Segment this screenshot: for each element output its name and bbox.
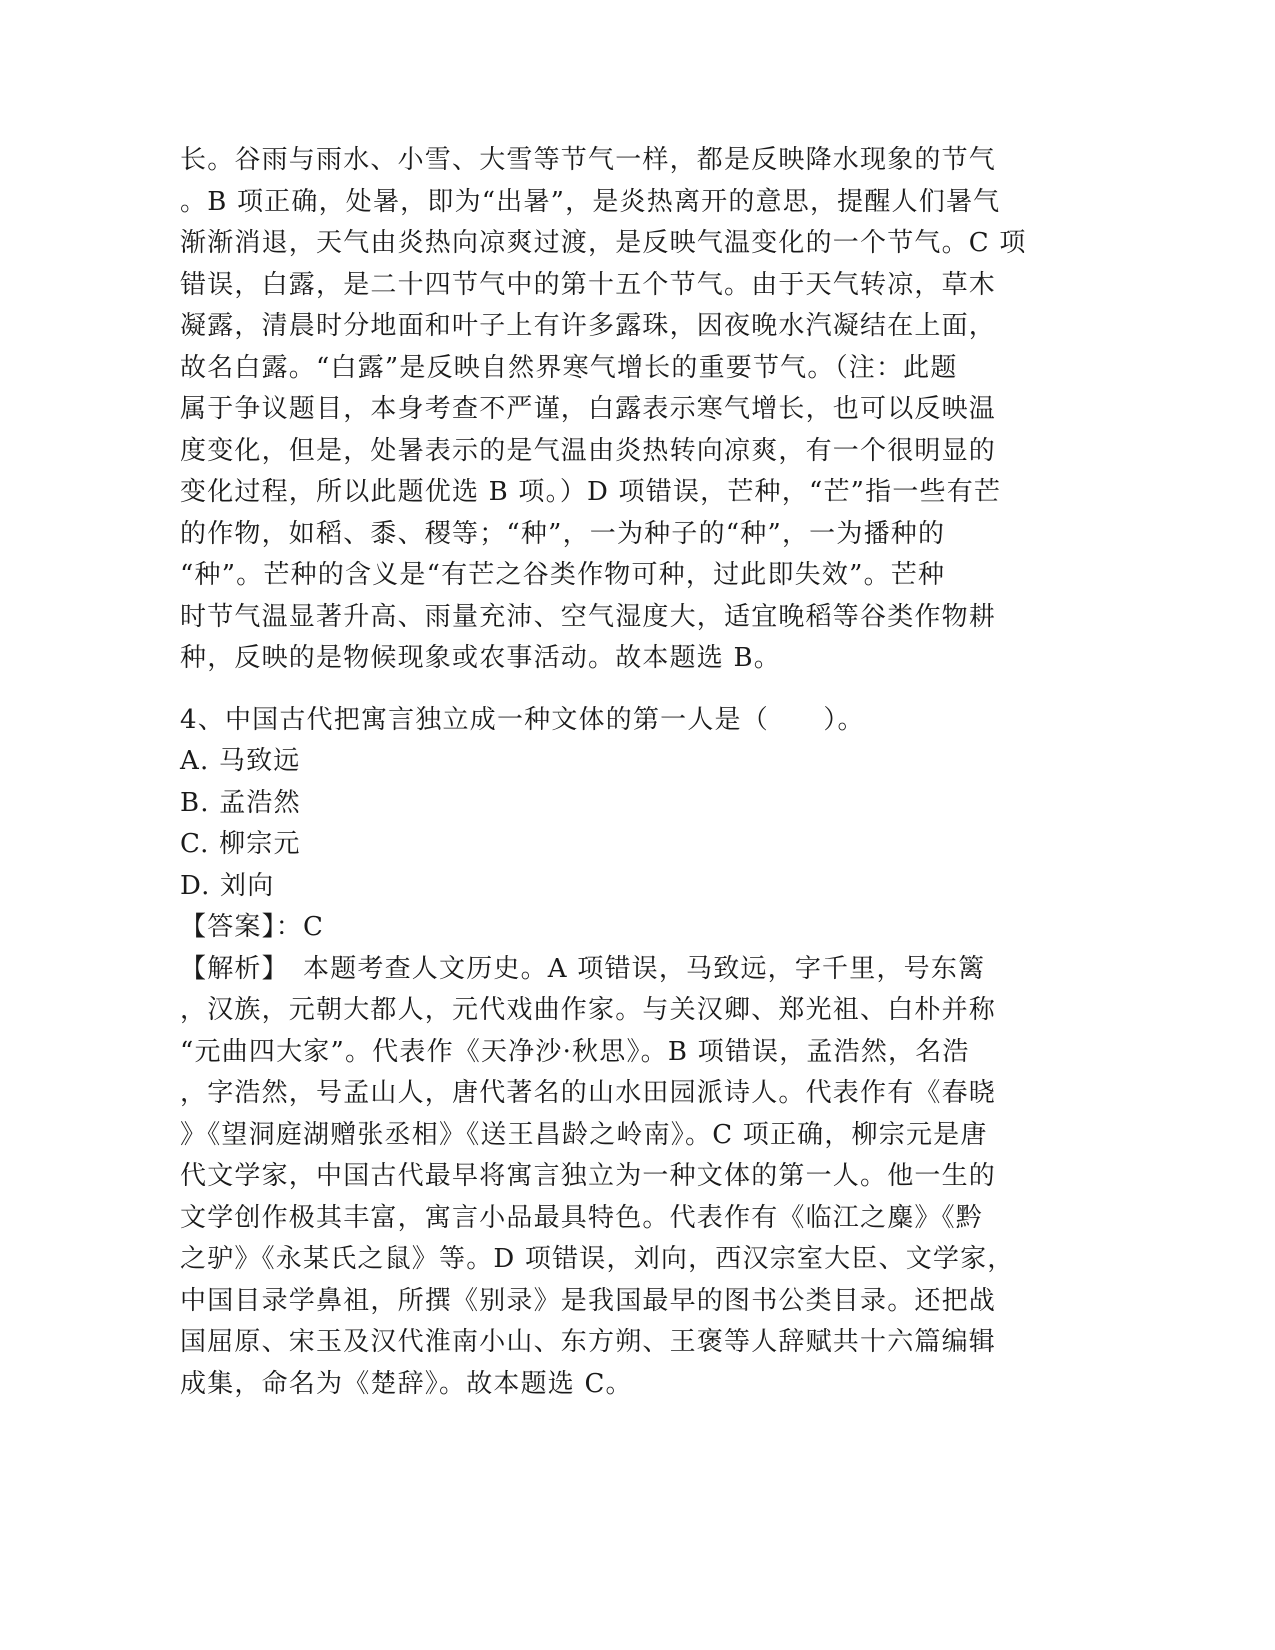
analysis bbox=[180, 949, 1050, 1406]
analysis-line: “元曲四大家”。代表作《天净沙·秋思》。B 项错误，孟浩然，名浩 bbox=[180, 1036, 970, 1067]
analysis-line: 中国目录学鼻祖，所撰《别录》是我国最早的图书公类目录。还把战 bbox=[180, 1285, 997, 1316]
text-line: 的作物，如稻、黍、稷等；“种”，一为种子的“种”，一为播种的 bbox=[180, 518, 946, 549]
text-line: 变化过程，所以此题优选 B 项。）D 项错误，芒种，“芒”指一些有芒 bbox=[180, 477, 1002, 507]
text-line: 时节气温显著升高、雨量充沛、空气湿度大，适宜晚稻等谷类作物耕 bbox=[180, 601, 997, 632]
text-line: 属于争议题目，本身考查不严谨，白露表示寒气增长，也可以反映温 bbox=[180, 394, 997, 424]
analysis-line: 成集，命名为《楚辞》。故本题选 C。 bbox=[180, 1368, 633, 1399]
document-page bbox=[180, 140, 1050, 1405]
text-line: 故名白露。“白露”是反映自然界寒气增长的重要节气。（注：此题 bbox=[180, 352, 958, 383]
text-line: 凝露，清晨时分地面和叶子上有许多露珠，因夜晚水汽凝结在上面， bbox=[180, 311, 997, 341]
text-line: 种，反映的是物候现象或农事活动。故本题选 B。 bbox=[180, 643, 781, 673]
text-line: “种”。芒种的含义是“有芒之谷类作物可种，过此即失效”。芒种 bbox=[180, 560, 946, 590]
text-line: 。B 项正确，处暑，即为“出暑”，是炎热离开的意思，提醒人们暑气 bbox=[180, 186, 1001, 217]
question-4 bbox=[180, 700, 1050, 1406]
question-stem: 4、中国古代把寓言独立成一种文体的第一人是（ ）。 bbox=[180, 704, 865, 735]
previous-explanation-continuation bbox=[180, 140, 1050, 680]
text-line: 渐渐消退，天气由炎热向凉爽过渡，是反映气温变化的一个节气。C 项 bbox=[180, 228, 1027, 258]
analysis-line: 文学创作极其丰富，寓言小品最具特色。代表作有《临江之麋》《黔 bbox=[180, 1202, 984, 1233]
text-line: 长。谷雨与雨水、小雪、大雪等节气一样，都是反映降水现象的节气 bbox=[180, 145, 997, 175]
analysis-line: ，字浩然，号孟山人，唐代著名的山水田园派诗人。代表作有《春晓 bbox=[180, 1078, 997, 1108]
option-d: D. 刘向 bbox=[180, 870, 275, 901]
analysis-line: 国屈原、宋玉及汉代淮南小山、东方朔、王褒等人辞赋共十六篇编辑 bbox=[180, 1327, 997, 1357]
text-line: 度变化，但是，处暑表示的是气温由炎热转向凉爽，有一个很明显的 bbox=[180, 435, 997, 466]
option-a: A. 马致远 bbox=[180, 746, 301, 776]
analysis-line: ，汉族，元朝大都人，元代戏曲作家。与关汉卿、郑光祖、白朴并称 bbox=[180, 995, 997, 1025]
text-line: 错误，白露，是二十四节气中的第十五个节气。由于天气转凉，草木 bbox=[180, 269, 997, 300]
option-c: C. 柳宗元 bbox=[180, 829, 301, 859]
analysis-line: 》《望洞庭湖赠张丞相》《送王昌龄之岭南》。C 项正确，柳宗元是唐 bbox=[180, 1119, 988, 1150]
analysis-line: 代文学家，中国古代最早将寓言独立为一种文体的第一人。他一生的 bbox=[180, 1161, 997, 1191]
analysis-line: 【解析】 本题考查人文历史。A 项错误，马致远，字千里，号东篱 bbox=[180, 953, 986, 984]
answer-line: 【答案】：C bbox=[180, 912, 325, 942]
analysis-line: 之驴》《永某氏之鼠》等。D 项错误，刘向，西汉宗室大臣、文学家， bbox=[180, 1244, 1015, 1274]
option-b: B. 孟浩然 bbox=[180, 787, 301, 818]
